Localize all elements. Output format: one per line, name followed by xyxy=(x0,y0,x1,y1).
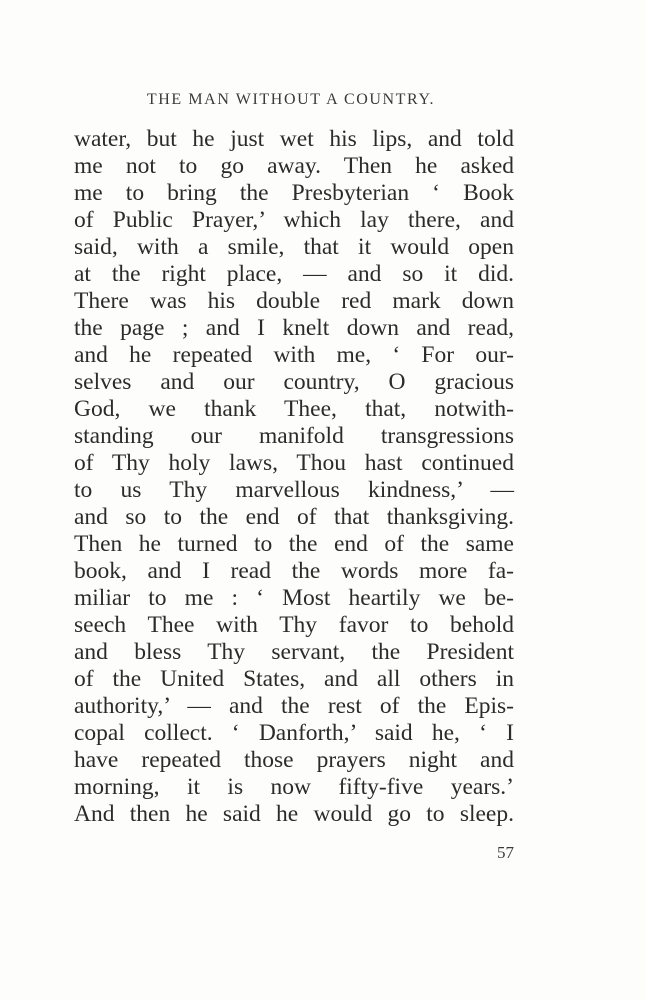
text-line: miliar to me : ‘ Most heartily we be- xyxy=(74,585,514,611)
text-line: and bless Thy servant, the President xyxy=(74,639,514,665)
text-line: water, but he just wet his lips, and told xyxy=(74,126,514,152)
text-line: copal collect. ‘ Danforth,’ said he, ‘ I xyxy=(74,720,514,746)
text-line: authority,’ — and the rest of the Epis- xyxy=(74,693,514,719)
text-line: of Thy holy laws, Thou hast continued xyxy=(74,450,514,476)
page-number: 57 xyxy=(497,843,514,862)
text-line: God, we thank Thee, that, notwith- xyxy=(74,396,514,422)
text-line: There was his double red mark down xyxy=(74,288,514,314)
text-line: to us Thy marvellous kindness,’ — xyxy=(74,477,514,503)
text-line: have repeated those prayers night and xyxy=(74,747,514,773)
text-line: and so to the end of that thanksgiving. xyxy=(74,504,514,530)
text-line: me not to go away. Then he asked xyxy=(74,153,514,179)
text-line: seech Thee with Thy favor to behold xyxy=(74,612,514,638)
text-line: the page ; and I knelt down and read, xyxy=(74,315,514,341)
text-line: And then he said he would go to sleep. xyxy=(74,801,514,827)
text-line: of the United States, and all others in xyxy=(74,666,514,692)
text-line: selves and our country, O gracious xyxy=(74,369,514,395)
text-line: morning, it is now fifty-five years.’ xyxy=(74,774,514,800)
body-text xyxy=(74,126,514,828)
text-line: at the right place, — and so it did. xyxy=(74,261,514,287)
running-head: THE MAN WITHOUT A COUNTRY. xyxy=(146,91,436,108)
text-line: Then he turned to the end of the same xyxy=(74,531,514,557)
text-line: standing our manifold transgressions xyxy=(74,423,514,449)
text-line: and he repeated with me, ‘ For our- xyxy=(74,342,514,368)
text-line: me to bring the Presbyterian ‘ Book xyxy=(74,180,514,206)
text-line: book, and I read the words more fa- xyxy=(74,558,514,584)
text-line: of Public Prayer,’ which lay there, and xyxy=(74,207,514,233)
text-line: said, with a smile, that it would open xyxy=(74,234,514,260)
